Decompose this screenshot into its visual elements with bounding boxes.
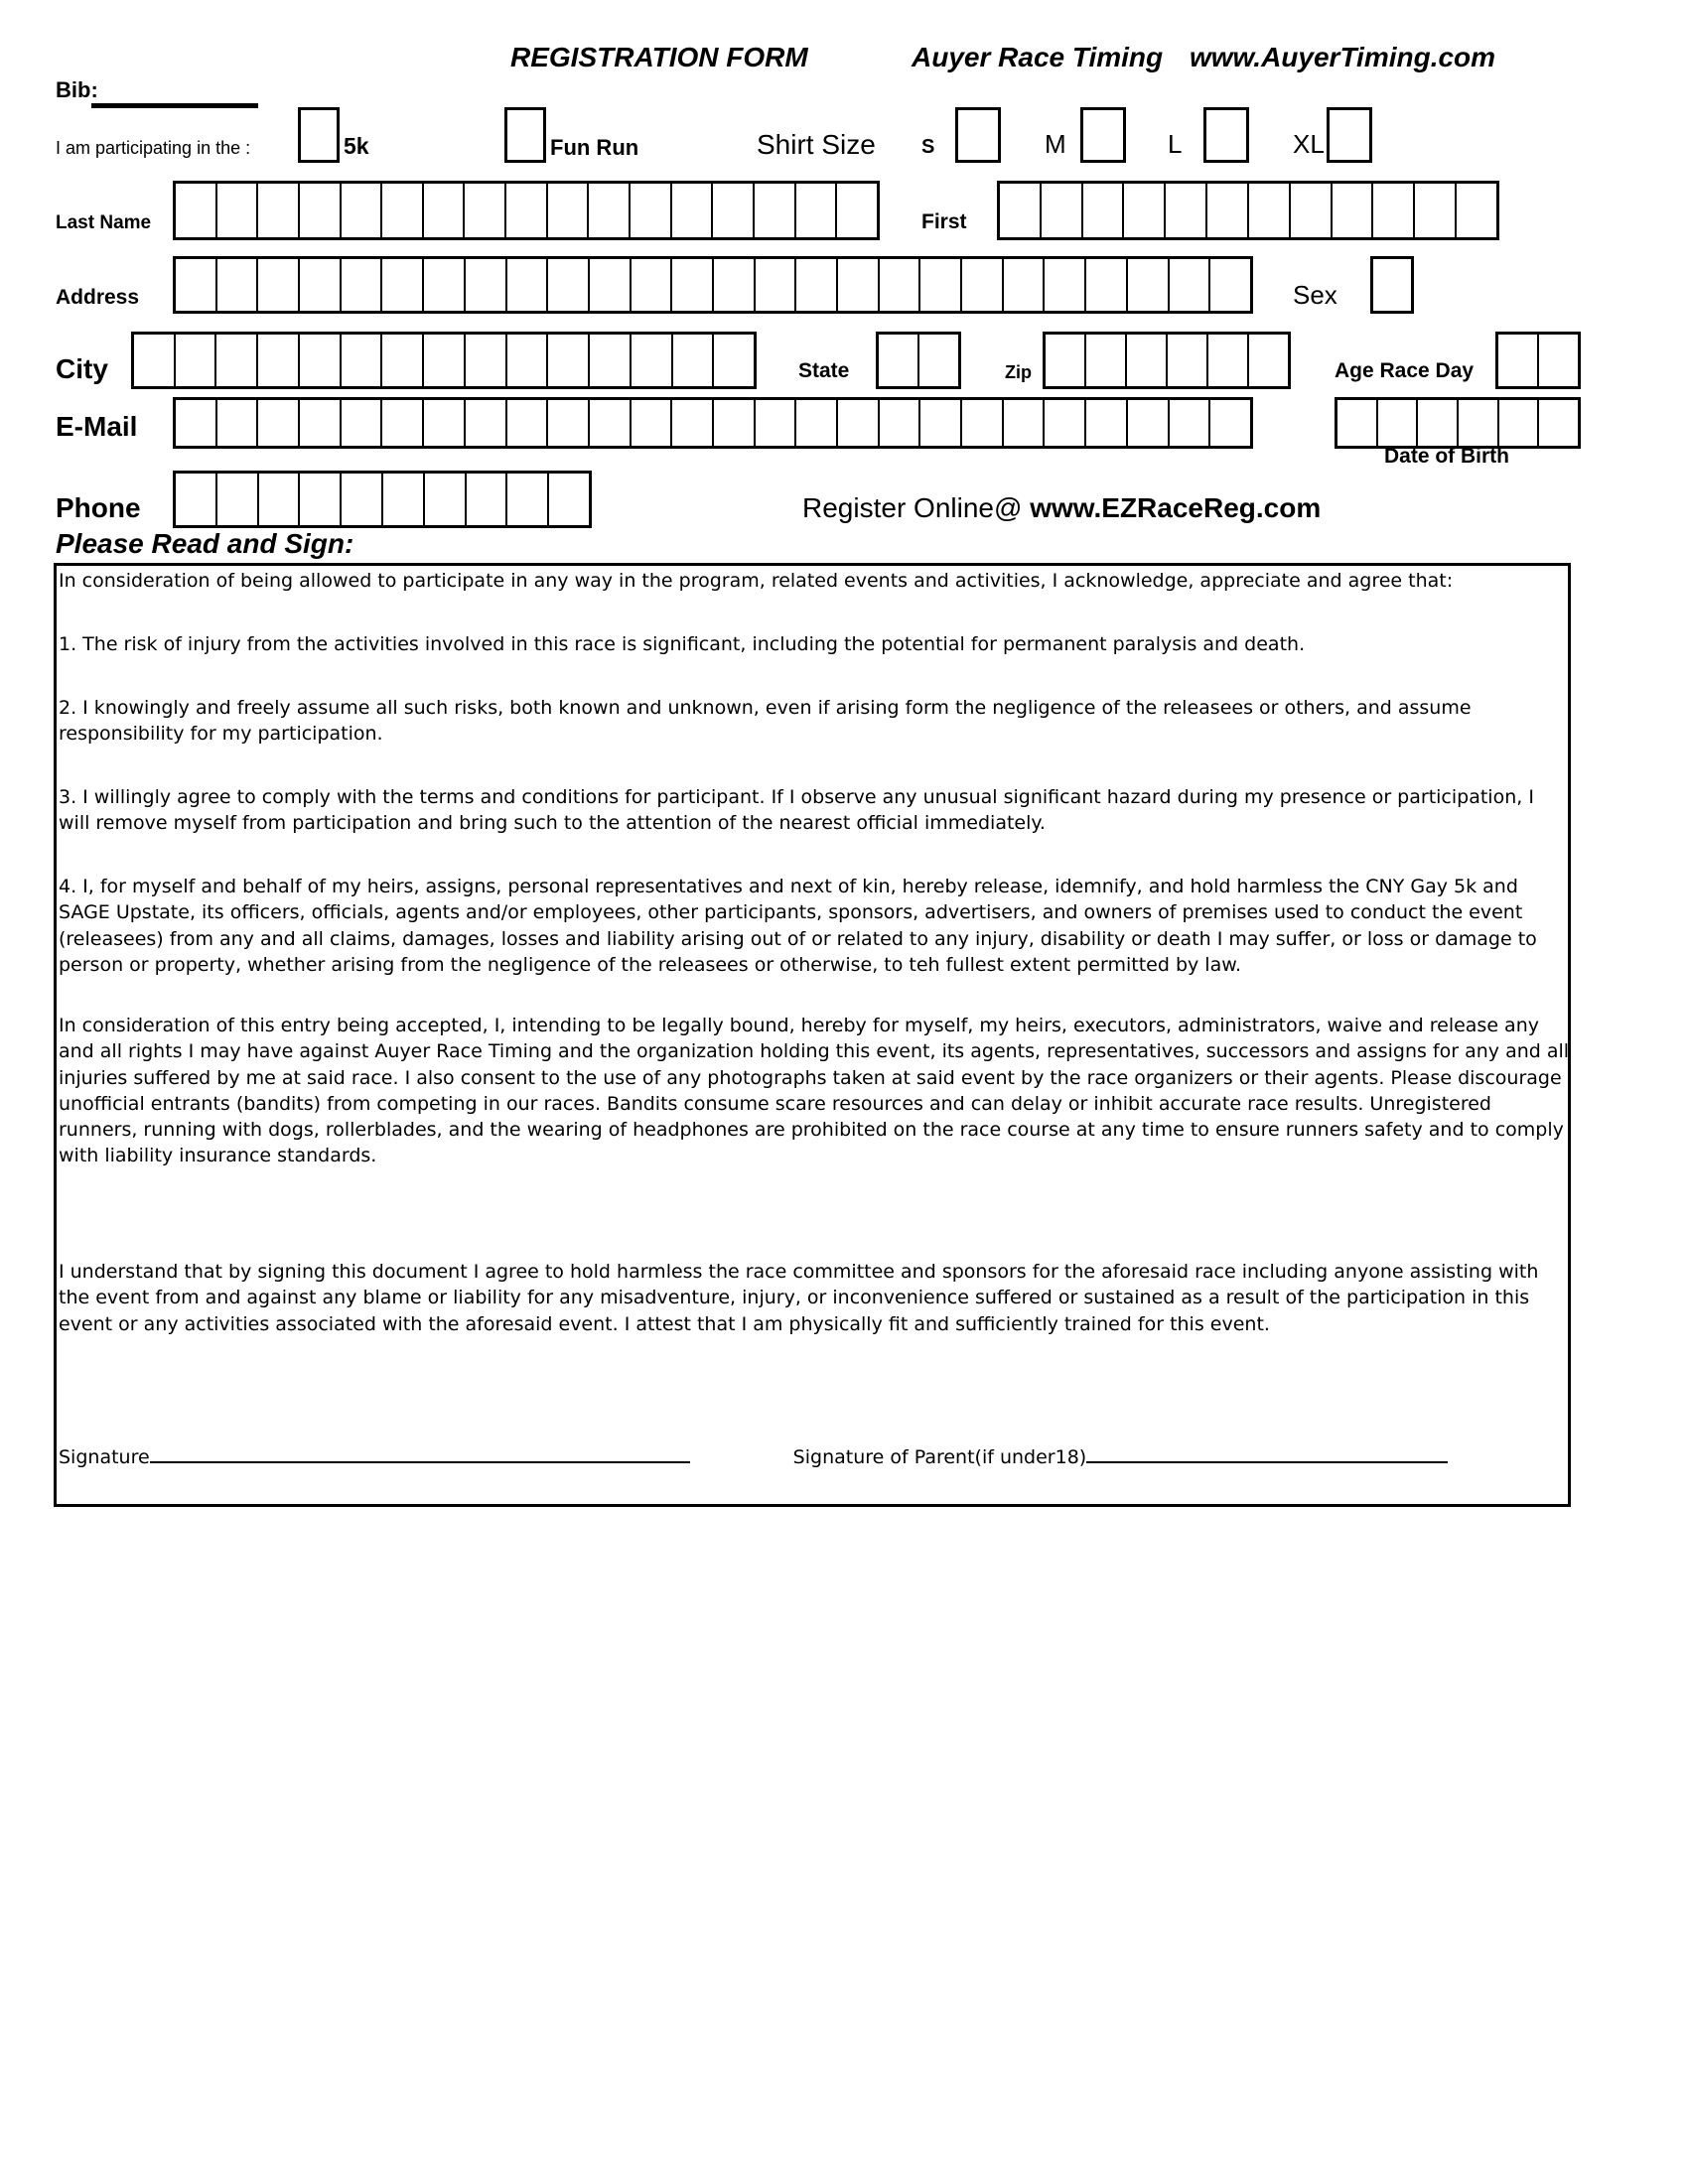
address-field[interactable] xyxy=(173,256,1253,314)
state-label: State xyxy=(798,359,850,382)
size-s-label: S xyxy=(921,136,935,158)
signature-line[interactable] xyxy=(150,1443,690,1463)
size-xl-checkbox[interactable] xyxy=(1327,107,1372,163)
last-name-field[interactable] xyxy=(173,181,880,240)
company-name: Auyer Race Timing xyxy=(912,42,1164,72)
parent-signature-line[interactable] xyxy=(1086,1443,1448,1463)
event-5k-checkbox[interactable] xyxy=(298,107,340,163)
waiver-item-1: 1. The risk of injury from the activities involved in this race is significant, including the potential for permanent paralysis and death. xyxy=(59,633,1306,655)
shirt-size-label: Shirt Size xyxy=(757,129,876,160)
signature-row xyxy=(59,1443,1570,1470)
signature-label: Signature xyxy=(59,1446,150,1468)
register-online-text xyxy=(802,492,1321,524)
last-name-label: Last Name xyxy=(56,212,152,233)
zip-label: Zip xyxy=(1005,362,1032,382)
bib-label: Bib: xyxy=(56,77,98,102)
date-of-birth-label: Date of Birth xyxy=(1384,445,1509,468)
company-website: www.AuyerTiming.com xyxy=(1190,42,1496,72)
state-field[interactable] xyxy=(876,332,961,389)
bib-line[interactable] xyxy=(91,103,258,108)
sex-label: Sex xyxy=(1293,280,1337,310)
waiver-understand-paragraph: I understand that by signing this document I agree to hold harmless the race committee and sponsors for the aforesaid race including anyone assisting with the event from and against any blame or liability for any misadventure, injury, or inconvenience suffered or sustained as a result of the participation in this event or any activities associated with the aforesaid event. I attest that I am physically fit and sufficiently trained for this event. xyxy=(59,1261,1539,1335)
please-read-heading: Please Read and Sign: xyxy=(56,528,354,559)
first-name-label: First xyxy=(921,210,967,233)
address-label: Address xyxy=(56,286,140,309)
waiver-item-3: 3. I willingly agree to comply with the terms and conditions for participant. If I observe any unusual significant hazard during my presence or participation, I will remove myself from participation and bring such to the attention of the nearest official immediately. xyxy=(59,786,1534,835)
size-s-checkbox[interactable] xyxy=(955,107,1001,163)
event-fun-run-checkbox[interactable] xyxy=(504,107,546,163)
parent-signature-label: Signature of Parent(if under18) xyxy=(792,1446,1087,1468)
size-l-checkbox[interactable] xyxy=(1203,107,1249,163)
register-online-prefix: Register Online@ xyxy=(802,492,1031,523)
form-title: REGISTRATION FORM xyxy=(510,42,808,72)
size-l-label: L xyxy=(1168,129,1183,159)
age-race-day-field[interactable] xyxy=(1495,332,1581,389)
city-field[interactable] xyxy=(131,332,757,389)
waiver-item-4: 4. I, for myself and behalf of my heirs, assigns, personal representatives and next of kin, hereby release, idemnify, and hold harmless the CNY Gay 5k and SAGE Upstate, its officers, officials, agents and/or employees, other participants, sponsors, advertisers, and owners of premises used to conduct the event (releasees) from any and all claims, damages, losses and liability arising out of or related to any injury, disability or death I may suffer, or loss or damage to person or property, whether arising from the negligence of the releasees or otherwise, to teh fullest extent permitted by law. xyxy=(59,876,1537,976)
size-m-checkbox[interactable] xyxy=(1080,107,1126,163)
register-online-link[interactable]: www.EZRaceReg.com xyxy=(1030,492,1322,523)
sex-field[interactable] xyxy=(1370,256,1414,314)
first-name-field[interactable] xyxy=(997,181,1499,240)
waiver-box xyxy=(54,563,1571,1507)
email-field[interactable] xyxy=(173,397,1253,449)
email-label: E-Mail xyxy=(56,411,138,442)
zip-field[interactable] xyxy=(1043,332,1291,389)
phone-field[interactable] xyxy=(173,471,592,528)
phone-label: Phone xyxy=(56,492,141,523)
event-fun-run-label: Fun Run xyxy=(550,135,639,160)
age-race-day-label: Age Race Day xyxy=(1335,359,1475,382)
waiver-release-paragraph: In consideration of this entry being accepted, I, intending to be legally bound, hereby for myself, my heirs, executors, administrators, waive and release any and all rights I may have against Auyer Race Timing and the organization holding this event, its agents, representatives, successors and assigns for any and all injuries suffered by me at said race. I also consent to the use of any photographs taken at said event by the race organizers or their agents. Please discourage unofficial entrants (bandits) from competing in our races. Bandits consume scare resources and can delay or inhibit accurate race results. Unregistered runners, running with dogs, rollerblades, and the wearing of headphones are prohibited on the race course at any time to ensure runners safety and to comply with liability insurance standards. xyxy=(59,1015,1570,1167)
city-label: City xyxy=(56,353,108,384)
size-xl-label: XL xyxy=(1293,129,1325,159)
waiver-intro: In consideration of being allowed to participate in any way in the program, related events and activities, I acknowledge, appreciate and agree that: xyxy=(59,570,1454,592)
participating-label: I am participating in the : xyxy=(56,138,251,158)
waiver-item-2: 2. I knowingly and freely assume all such risks, both known and unknown, even if arising form the negligence of the releasees or others, and assume responsibility for my participation. xyxy=(59,697,1472,746)
date-of-birth-field[interactable] xyxy=(1335,397,1581,449)
event-5k-label: 5k xyxy=(344,133,369,159)
size-m-label: M xyxy=(1045,129,1066,159)
